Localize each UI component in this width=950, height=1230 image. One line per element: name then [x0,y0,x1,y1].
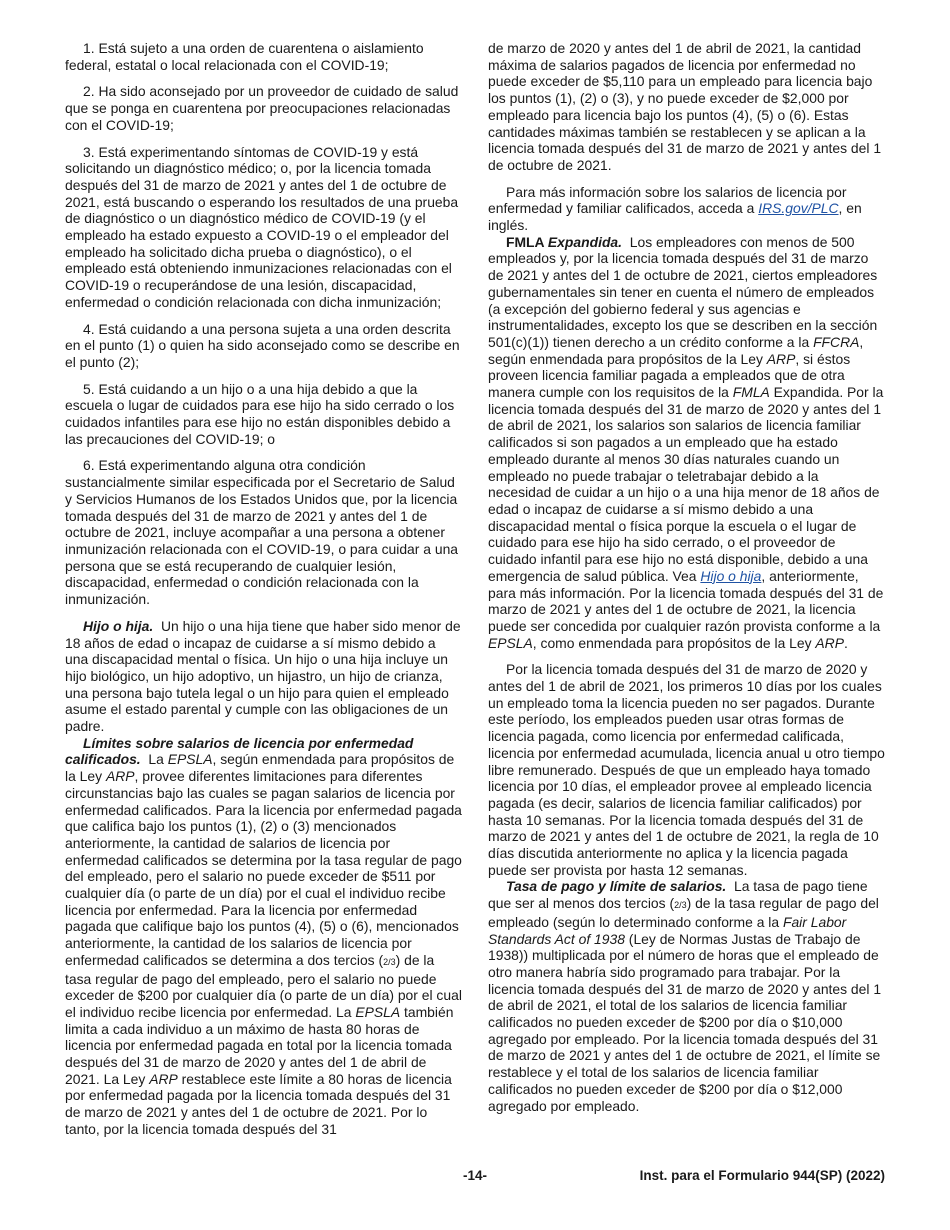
page-footer [65,1168,885,1186]
list-item-1: 1. Está sujeto a una orden de cuarentena o aislamiento federal, estatal o local relacionada con el COVID-19; [65,40,424,73]
hijo-paragraph [65,618,462,735]
fmla-term: FMLA [732,384,770,401]
fmla-paragraph: FMLA Expandida. Los empleadores con menos de 500 empleados y, por la licencia tomada después del 31 de marzo de 2021 y antes del 1 de octubre de 2021, ciertos empleadores gubernamentales sin tener en cuenta el número de empleados (a excepción del gobierno federal y sus agencias e instrumentalidades, excepto los que se describen en la sección 501(c)(1)) tienen derecho a un crédito conforme a la FFCRA, según enmendada para propósitos de la Ley ARP, si éstos proveen licencia familiar pagada a empleados que de otra manera cumple con los requisitos de la FMLA Expandida. Por la licencia tomada después del 31 de marzo de 2020 y antes del 1 de abril de 2021, los salarios son salarios de licencia familiar calificados si son pagados a un empleado que ha estado empleado durante al menos 30 días naturales cuando un empleado no puede trabajar o teletrabajar debido a la necesidad de cuidar a un hijo o a una hija menor de 18 años de edad o incapaz de cuidarse a sí mismo debido a una discapacidad mental o física porque la escuela o el lugar de cuidado para ese hijo ha sido cerrado, o el proveedor de cuidado infantil para ese hijo no está disponible, debido a una emergencia de salud pública. Vea Hijo o hija, anteriormente, para más información. Por la licencia tomada después del 31 de marzo de 2021 y antes del 1 de octubre de 2021, la licencia puede ser concedida por cualquier razón provista conforme a la EPSLA, como enmendada para propósitos de la Ley ARP. [488,233,884,651]
ffcra-term: FFCRA [813,333,860,350]
list-item-4: 4. Está cuidando a una persona sujeta a una orden descrita en el punto (1) o quien ha sido aconsejado como se describe en el punto (2); [65,320,460,370]
hijo-o-hija-link[interactable]: Hijo o hija [700,567,762,584]
hijo-text: Un hijo o una hija tiene que haber sido menor de 18 años de edad o incapaz de cuidarse a sí mismo debido a una discapacidad mental o física. Un hijo o una hija incluye un hijo biológico, un hijo adoptivo, un hijastro, un hijo de crianza, una persona bajo tutela legal o un hijo para quien el empleado asume el estado parental y cumple con las obligaciones de un padre. [65,617,461,735]
limites-heading: Límites sobre salarios de licencia por enfermedad calificados. [65,734,414,768]
info-paragraph: Para más información sobre los salarios de licencia por enfermedad y familiar calificados, acceda a IRS.gov/PLC, en inglés. [488,183,862,234]
fmla-heading: FMLA Expandida. [506,233,623,250]
diez-dias-paragraph: Por la licencia tomada después del 31 de marzo de 2020 y antes del 1 de abril de 2021, los primeros 10 días por los cuales un empleado toma la licencia pueden no ser pagados. Durante este período, los empleados pueden usar otras formas de licencia pagada, como licencia por enfermedad calificada, licencia por enfermedad acumulada, licencia anual u otro tiempo libre remunerado. Después de que un empleado haya tomado licencia por 10 días, el empleador provee al empleado licencia pagada (es decir, salarios de licencia familiar calificados) por hasta 10 semanas. Por la licencia tomada después del 31 de marzo de 2021 y antes del 1 de octubre de 2021, la regla de 10 días discutida anteriormente no aplica y la licencia pagada puede ser provista por hasta 12 semanas. [488,661,885,878]
fraction-two-thirds: 2/3 [383,956,396,967]
hijo-heading: Hijo o hija. [83,617,154,634]
epsla-term: EPSLA [167,751,213,768]
list-item-5: 5. Está cuidando a un hijo o a una hija debido a que la escuela o lugar de cuidados para ese hijo ha sido cerrado o los cuidados infantiles para ese hijo no están disponibles debido a las precauciones del COVID-19; o [65,380,455,447]
fraction-two-thirds: 2/3 [674,900,687,911]
right-column [488,40,885,1120]
irs-plc-link[interactable]: IRS.gov/PLC [758,200,839,217]
tasa-paragraph: Tasa de pago y límite de salarios. La tasa de pago tiene que ser al menos dos tercios (2/3) de la tasa regular de pago del empleado (según lo determinado conforme a la Fair Labor Standards Act of 1938 (Ley de Normas Justas de Trabajo de 1938)) multiplicada por el número de horas que el empleado de otro manera habría sido programado para trabajar. Por la licencia tomada después del 31 de marzo de 2020 y antes del 1 de abril de 2021, el total de los salarios de licencia familiar calificados no pueden exceder de $200 por día o $10,000 agregado por empleado. Por la licencia tomada después del 31 de marzo de 2021 y antes del 1 de octubre de 2021, el límite se restablece y el total de los salarios de licencia familiar calificados no pueden exceder de $200 por día o $12,000 agregado por empleado. [488,878,882,1114]
list-item-2: 2. Ha sido aconsejado por un proveedor de cuidado de salud que se ponga en cuarentena por preocupaciones relacionadas con el COVID-19; [65,83,459,133]
continued-paragraph: de marzo de 2020 y antes del 1 de abril de 2021, la cantidad máxima de salarios pagados de licencia por enfermedad no puede exceder de $5,110 para un empleado para licencia bajo los puntos (1), (2) o (3), y no puede exceder de $2,000 por empleado para licencia bajo los puntos (4), (5) o (6). Estas cantidades máximas también se restablecen y se aplican a la licencia tomada después del 31 de marzo de 2021 y antes del 1 de octubre de 2021. [488,40,882,173]
list-item-3: 3. Está experimentando síntomas de COVID-19 y está solicitando un diagnóstico médico; o, por la licencia tomada después del 31 de marzo de 2021 y antes del 1 de octubre de 2021, está buscando o esperando los resultados de una prueba de diagnóstico o un diagnóstico médico de COVID-19 (y el empleado ha estado expuesto a COVID-19 o el empleador del empleado ha solicitado dicha prueba o diagnóstico), o el empleado está obteniendo inmunizaciones relacionadas con el COVID-19 o recuperándose de una lesión, discapacidad, enfermedad o condición relacionada con dicha inmunización; [65,143,459,310]
tasa-heading: Tasa de pago y límite de salarios. [506,878,727,895]
limites-paragraph: Límites sobre salarios de licencia por enfermedad calificados. La EPSLA, según enmendada para propósitos de la Ley ARP, provee diferentes limitaciones para diferentes circunstancias bajo las cuales se pagan salarios de licencia por enfermedad calificados. Para la licencia por enfermedad pagada que califica bajo los puntos (1), (2) o (3) mencionados anteriormente, la cantidad de salarios de licencia por enfermedad calificados se determina por la tasa regular de pago del empleado, pero el salario no puede exceder de $511 por cualquier día (o parte de un día) por el cual el individuo recibe licencia por enfermedad. Para la licencia por enfermedad pagada que califique bajo los puntos (4), (5) o (6), mencionados anteriormente, la cantidad de los salarios de licencia por enfermedad calificados se determina a dos tercios (2/3) de la tasa regular de pago del empleado, pero el salario no puede exceder de $200 por cualquier día (o parte de un día) por el cual el individuo recibe licencia por enfermedad. La EPSLA también limita a cada individuo a un máximo de hasta 80 horas de licencia por enfermedad pagada en total por la licencia tomada después del 31 de marzo de 2020 y antes del 1 de abril de 2021. La Ley ARP restablece este límite a 80 horas de licencia por enfermedad pagada por la licencia tomada después del 31 de marzo de 2021 y antes del 1 de octubre de 2021. Por lo tanto, por la licencia tomada después del 31 [65,734,462,1137]
form-title: Inst. para el Formulario 944(SP) (2022) [639,1168,885,1183]
left-column [65,40,462,1144]
list-item-6: 6. Está experimentando alguna otra condición sustancialmente similar especificada por el Secretario de Salud y Servicios Humanos de los Estados Unidos que, por la licencia tomada después del 31 de marzo de 2021 y antes del 1 de octubre de 2021, incluye acompañar a una persona a obtener inmunización relacionada con el COVID-19, o para cuidar a una persona que se está recuperando de cualquier lesión, discapacidad, enfermedad o condición relacionada con la inmunización. [65,457,459,608]
page-number: -14- [462,1168,487,1183]
arp-term: ARP [105,768,135,785]
flsa-term: Fair Labor Standards Act of 1938 [488,913,847,947]
